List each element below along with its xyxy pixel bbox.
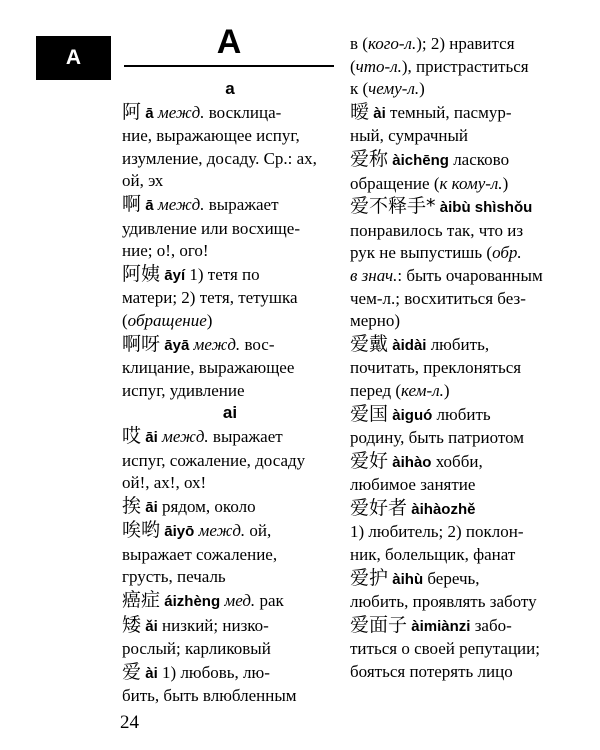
entry-line [122,614,338,639]
entry-text: родину, быть патриотом [350,428,525,448]
heading-rule [124,65,334,67]
entry-text: ( [350,56,356,76]
entry-line [350,288,566,311]
entry-text: мерно) [350,311,401,331]
entry-line [350,591,566,614]
headword-hanzi: 阿姨 [122,262,161,285]
section-tab-letter: A [65,46,82,69]
grammar-label: обр. [492,243,522,263]
entry-line [350,450,566,475]
headword-pinyin: áizhèng [164,593,221,611]
grammar-label: к кому-л. [439,173,503,193]
entry-text: любить, проявлять заботу [350,592,537,612]
entry-text: ) [206,310,213,330]
entry-text: выражает [204,194,279,214]
entry-text: выражает [208,426,283,446]
headword-pinyin: ā [145,196,154,214]
grammar-label: межд. [162,426,209,446]
grammar-label: кем-л. [401,380,444,400]
headword-hanzi: 爱不释手* [350,195,436,218]
entry-line [122,101,338,126]
headword-pinyin: àimiànzi [411,617,471,635]
headword-pinyin: ài [373,104,386,122]
entry-line [350,544,566,567]
grammar-label: межд. [198,521,246,541]
entry-line [122,495,338,520]
entry-line [122,148,338,171]
entry-text: бить, быть влюбленным [122,686,297,706]
entry-line [350,101,566,126]
entry-line [122,425,338,450]
entry-text: вос- [240,334,275,354]
headword-pinyin: ài [145,664,158,682]
grammar-label: межд. [157,102,205,122]
headword-hanzi: 阿 [122,100,142,123]
headword-hanzi: 爱好 [350,449,389,472]
entry-line [122,125,338,148]
headword-hanzi: 矮 [122,613,142,636]
headword-hanzi: 癌症 [122,589,161,612]
entry-text: испуг, сожаление, досаду [122,450,306,470]
entry-line [122,240,338,263]
headword-hanzi: 爱称 [350,147,389,170]
headword-pinyin: āi [145,428,158,446]
entry-line [122,685,338,708]
entry-text: испуг, удивление [122,380,245,400]
grammar-label: межд. [157,194,205,214]
entry-line [122,170,338,193]
headword-hanzi: 啊呀 [122,332,161,355]
headword-pinyin: āyí [164,266,186,284]
entry-line [122,519,338,544]
headword-hanzi: 啊 [122,192,142,215]
entry-text: ой, эх [122,171,164,191]
entry-line [350,78,566,101]
entry-text: к ( [350,79,369,99]
headword-hanzi: 爱好者 [350,496,408,519]
grammar-label: мед. [224,591,256,611]
dictionary-column-right [350,33,566,684]
dictionary-column-left [122,78,338,708]
entry-text: удивление или восхище- [122,218,300,238]
entry-line [350,125,566,148]
entry-text: понравилось так, что из [350,220,524,240]
entry-line [122,218,338,241]
entry-line [350,195,566,220]
entry-text: рак [255,591,284,611]
headword-pinyin: āyā [164,336,190,354]
entry-line [122,472,338,495]
entry-text: почитать, преклоняться [350,358,522,378]
entry-text: чем-л.; восхититься без- [350,288,526,308]
entry-text: ) [502,173,509,193]
entry-text: темный, пасмур- [385,102,512,122]
entry-text: любить [432,404,491,424]
entry-text: ние; о!, ого! [122,241,209,261]
entry-text: хобби, [431,451,483,471]
grammar-label: в знач. [350,265,398,285]
entry-text: ), пристраститься [401,56,529,76]
entry-text: ние, выражающее испуг, [122,126,300,146]
headword-pinyin: àidài [392,336,427,354]
entry-line [350,33,566,56]
entry-line [350,333,566,358]
entry-text: в ( [350,34,368,53]
entry-text: 1) тетя по [185,264,260,284]
headword-pinyin: ǎi [145,617,158,635]
headword-pinyin: àihù [392,570,424,588]
entry-line [350,497,566,522]
entry-text: : быть очарованным [397,265,543,285]
entry-text: 1) любитель; 2) поклон- [350,522,524,542]
entry-line [122,287,338,310]
headword-pinyin: āi [145,498,158,516]
entry-line [122,263,338,288]
entry-line [350,567,566,592]
entry-text: ( [122,310,128,330]
page-number: 24 [120,712,139,733]
entry-text: ой!, ах!, ох! [122,473,207,493]
entry-line [350,357,566,380]
entry-text: рослый; карликовый [122,639,271,659]
entry-line [350,310,566,333]
entry-line [122,78,338,101]
entry-text: забо- [470,615,512,635]
entry-line [350,614,566,639]
headword-hanzi: 爱戴 [350,332,389,355]
headword-hanzi: 挨 [122,494,142,517]
entry-line [350,661,566,684]
entry-line [122,450,338,473]
headword-pinyin: àihào [392,453,432,471]
headword-pinyin: àiguó [392,406,433,424]
entry-text: ) [443,380,450,400]
entry-line [350,427,566,450]
entry-text: матери; 2) тетя, тетушка [122,288,298,308]
entry-line [350,403,566,428]
entry-line [350,521,566,544]
entry-line [122,566,338,589]
entry-text: грусть, печаль [122,567,226,587]
entry-text: ный, сумрачный [350,126,469,146]
entry-text: беречь, [423,568,480,588]
entry-line [350,638,566,661]
entry-line [350,56,566,79]
headword-pinyin: àihàozhě [411,500,476,518]
headword-hanzi: 爱面子 [350,613,408,636]
grammar-label: чему-л. [368,79,420,99]
syllable-header: a [225,79,235,98]
entry-text: ласково [448,149,510,169]
entry-line [350,474,566,497]
entry-text: изумление, досаду. Ср.: ах, [122,148,317,168]
grammar-label: кого-л. [367,34,417,53]
entry-text: титься о своей репутации; [350,639,540,659]
entry-text: ой, [245,521,272,541]
entry-text: бояться потерять лицо [350,662,513,682]
entry-line [350,380,566,403]
page-heading-letter: A [216,23,242,61]
headword-hanzi: 爱国 [350,402,389,425]
headword-hanzi: 暧 [350,100,370,123]
headword-pinyin: ā [145,104,154,122]
entry-text: восклица- [204,102,282,122]
entry-line [122,380,338,403]
entry-text: выражает сожаление, [122,544,278,564]
entry-text: перед ( [350,380,402,400]
entry-text: ник, болельщик, фанат [350,545,516,565]
entry-line [122,357,338,380]
grammar-label: что-л. [355,56,402,76]
headword-hanzi: 唉哟 [122,519,161,542]
headword-pinyin: āiyō [164,523,195,541]
entry-line [122,310,338,333]
headword-pinyin: àichēng [392,151,449,169]
entry-text: ) [419,79,425,99]
headword-hanzi: 爱 [122,660,142,683]
grammar-label: обращение [127,310,207,330]
entry-line [350,220,566,243]
entry-text: рук не выпустишь ( [350,243,493,263]
syllable-header: ai [222,403,238,423]
headword-pinyin: àibù shìshǒu [439,199,533,217]
entry-text: любить, [426,334,490,354]
entry-line [350,148,566,173]
entry-text: любимое занятие [350,475,476,495]
entry-text: ); 2) нравится [416,34,515,53]
entry-line [122,544,338,567]
entry-line [350,242,566,265]
entry-line [122,661,338,686]
grammar-label: межд. [193,334,241,354]
entry-text: обращение ( [350,173,440,193]
entry-line [122,402,338,425]
entry-text: 1) любовь, лю- [157,662,270,682]
entry-line [122,638,338,661]
headword-hanzi: 哎 [122,424,142,447]
entry-line [350,173,566,196]
headword-hanzi: 爱护 [350,566,389,589]
entry-line [350,265,566,288]
entry-line [122,589,338,614]
entry-text: клицание, выражающее [122,358,295,378]
section-tab [36,36,111,80]
entry-line [122,333,338,358]
entry-text: низкий; низко- [157,615,269,635]
entry-text: рядом, около [157,496,256,516]
entry-line [122,193,338,218]
